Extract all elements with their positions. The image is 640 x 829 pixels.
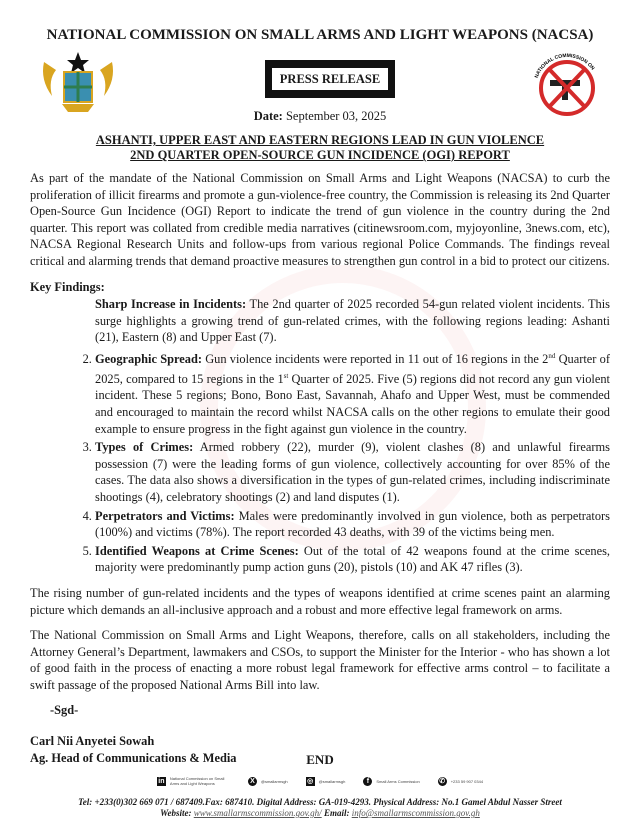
email-label: Email: bbox=[323, 808, 350, 818]
facebook-icon: f bbox=[363, 777, 372, 786]
email-link[interactable]: info@smallarmscommission.gov.gh bbox=[351, 808, 480, 818]
date-label: Date: bbox=[253, 109, 283, 123]
svg-text:NATIONAL COMMISSION ON: NATIONAL COMMISSION ON bbox=[533, 52, 596, 80]
finding-item bbox=[95, 508, 610, 541]
finding-title: Sharp Increase in Incidents: bbox=[95, 297, 247, 312]
instagram-icon: ◎ bbox=[307, 778, 314, 785]
ghana-coat-of-arms-icon bbox=[38, 50, 118, 116]
x-icon: X bbox=[248, 777, 257, 786]
social-linkedin[interactable] bbox=[157, 776, 230, 786]
social-text: National Commission on Small Arms and Light Weapons bbox=[169, 776, 225, 786]
press-release-label: PRESS RELEASE bbox=[272, 68, 388, 90]
press-release-body bbox=[30, 170, 610, 766]
finding-text: Gun violence incidents were reported in 11 out of 16 regions in the 2nd Quarter of 2025, compared to 15 regions in the 1st Quarter of 2025. Five (5) regions did not record any gun violent incident. These 5 regions; Bono, Bono East, Savannah, Ahafo and Upper West, must be commended and encouraged to maintain the record whilst NACSA calls on the other regions to emulate their good example to ensure progress in the fight against gun violence in the country. bbox=[95, 351, 610, 436]
footer-contact bbox=[0, 797, 640, 819]
org-title: NATIONAL COMMISSION ON SMALL ARMS AND LIGHT WEAPONS (NACSA) bbox=[46, 27, 594, 43]
social-links bbox=[0, 776, 640, 786]
signatory-role: Ag. Head of Communications & Media bbox=[30, 750, 237, 765]
social-text: Small Arms Commission bbox=[376, 778, 420, 784]
paragraph-2: The rising number of gun-related incidents and the types of weapons identified at crime scenes paint an alarming picture which demands an all-inclusive approach and a robust and more effective legal framework on arms. bbox=[30, 585, 610, 617]
website-link[interactable]: www.smallarmscommission.gov.gh/ bbox=[193, 808, 322, 818]
finding-item bbox=[95, 439, 610, 505]
social-x[interactable] bbox=[248, 777, 288, 786]
finding-item bbox=[95, 348, 610, 437]
social-instagram[interactable] bbox=[306, 777, 346, 786]
contact-line: Tel: +233(0)302 669 071 / 687409.Fax: 687410. Digital Address: GA-019-4293. Physical Address: No.1 Gamel Abdul Nasser Street bbox=[78, 797, 562, 807]
finding-item bbox=[95, 296, 610, 346]
headline-line-2: 2ND QUARTER OPEN-SOURCE GUN INCIDENCE (OGI) REPORT bbox=[130, 148, 510, 162]
finding-text: Armed robbery (22), murder (9), violent clashes (8) and unlawful firearms possession (7) were the leading forms of gun violence, collectively accounting for over 85% of the cases. The data also shows a diversification in the types of gun-related crimes, including indiscriminate shootings (4), celebratory shootings (2) and land disputes (1). bbox=[95, 440, 610, 504]
social-phone[interactable] bbox=[438, 777, 483, 786]
end-marker: END bbox=[306, 752, 334, 767]
signatory-name: Carl Nii Anyetei Sowah bbox=[30, 734, 155, 749]
phone-icon: ✆ bbox=[439, 778, 446, 785]
social-text: +233 59 907 0344 bbox=[450, 778, 484, 784]
finding-title: Identified Weapons at Crime Scenes: bbox=[95, 543, 299, 558]
finding-text: The 2nd quarter of 2025 recorded 54-gun related violent incidents. This surge highlights a growing trend of gun-related crimes, with the following regions leading: Ashanti (21), Eastern (8) and Upper East (7). bbox=[95, 297, 610, 345]
date-value: September 03, 2025 bbox=[285, 109, 387, 123]
finding-title: Types of Crimes: bbox=[95, 440, 194, 455]
intro-paragraph: As part of the mandate of the National Commission on Small Arms and Light Weapons (NACSA) to curb the proliferation of illicit firearms and promote a gun-violence-free country, the Commission is releasing its 2nd Quarter Open-Source Gun Incidence (OGI) Report to indicate the trend of gun violence in the country during the 2nd quarter. This report was collated from credible media narratives (citinewsroom.com, myjoyonline, 3news.com, etc), NACSA Regional Research Units and follow-ups from various regional Police Commands. The findings reveal critical and alarming trends that demand proactive measures to strengthen gun control in a bid to protect our citizens. bbox=[30, 171, 610, 268]
social-text: @smallarmsgh bbox=[318, 778, 346, 784]
linkedin-icon: in bbox=[158, 777, 165, 785]
social-facebook[interactable] bbox=[363, 777, 419, 786]
finding-text: Out of the total of 42 weapons found at the crime scenes, majority were predominantly pump action guns (20), pistols (10) and AK 47 rifles (3). bbox=[95, 543, 611, 575]
finding-text: Males were predominantly involved in gun violence, both as perpetrators (100%) and victims (78%). The report recorded 43 deaths, with 39 of the victims being men. bbox=[95, 508, 610, 540]
headline-line-1: ASHANTI, UPPER EAST AND EASTERN REGIONS LEAD IN GUN VIOLENCE bbox=[95, 133, 545, 147]
press-release-box bbox=[265, 60, 395, 98]
release-date bbox=[0, 109, 640, 124]
key-findings-heading: Key Findings: bbox=[30, 279, 105, 294]
signed-mark: -Sgd- bbox=[50, 703, 79, 718]
headline bbox=[0, 133, 640, 163]
paragraph-3: The National Commission on Small Arms and Light Weapons, therefore, calls on all stakeholders, including the Attorney General’s Department, lawmakers and CSOs, to support the Minister for the Interior - who has shown a lot of good faith in the process of enacting a more robust legal framework for effective arms control – to facilitate a swift passage of the proposed National Arms Bill into law. bbox=[30, 628, 610, 692]
finding-item bbox=[95, 543, 610, 576]
website-label: Website: bbox=[160, 808, 192, 818]
social-text: @smallarmsgh bbox=[260, 778, 288, 784]
finding-title: Geographic Spread: bbox=[95, 352, 202, 367]
findings-list bbox=[30, 296, 610, 576]
finding-title: Perpetrators and Victims: bbox=[95, 508, 235, 523]
